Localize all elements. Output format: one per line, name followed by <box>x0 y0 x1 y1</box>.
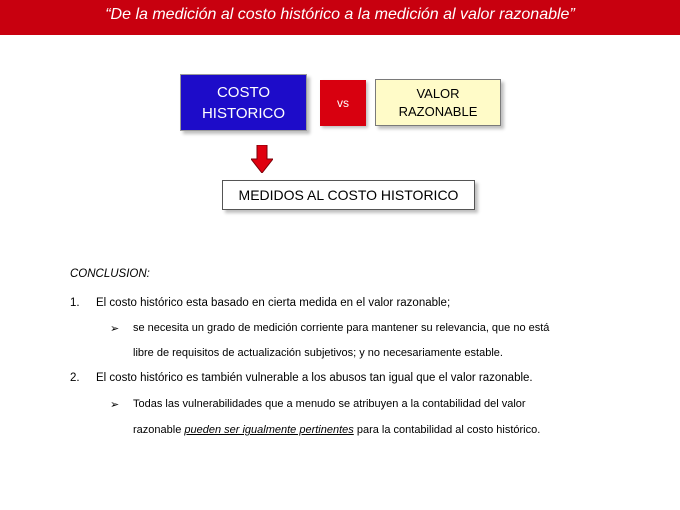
item-2-text: El costo histórico es también vulnerable a los abusos tan igual que el valor razonable. <box>96 372 533 384</box>
conclusion-heading: CONCLUSION: <box>70 268 150 280</box>
vs-label: vs <box>337 96 349 110</box>
result-label: MEDIDOS AL COSTO HISTORICO <box>238 187 459 203</box>
title-bar <box>0 0 680 35</box>
costo-label-line2: HISTORICO <box>201 104 286 122</box>
item-1-number: 1. <box>70 297 80 309</box>
item-1-text: El costo histórico esta basado en cierta medida en el valor razonable; <box>96 297 451 309</box>
item-2-bullet-line2-pre: razonable <box>133 424 185 436</box>
item-2-bullet-line2 <box>133 424 540 436</box>
item-1-bullet-arrow-icon: ➢ <box>110 323 120 335</box>
item-2-number: 2. <box>70 372 80 384</box>
down-arrow-icon <box>251 145 273 173</box>
item-2-bullet-line1: Todas las vulnerabilidades que a menudo se atribuyen a la contabilidad del valor <box>133 398 526 410</box>
costo-historico-box <box>180 74 307 131</box>
item-2-bullet-arrow-icon: ➢ <box>110 399 120 411</box>
result-box <box>222 180 475 210</box>
costo-label-line1: COSTO <box>216 83 271 101</box>
vs-box <box>320 80 366 126</box>
valor-label-line2: RAZONABLE <box>398 103 478 119</box>
item-2-bullet-line2-emphasis: pueden ser igualmente pertinentes <box>184 424 354 436</box>
item-1-bullet-line2: libre de requisitos de actualización subjetivos; y no necesariamente estable. <box>133 347 503 359</box>
valor-razonable-box <box>375 79 501 126</box>
page-title: “De la medición al costo histórico a la medición al valor razonable” <box>105 5 575 23</box>
item-1-bullet-line1: se necesita un grado de medición corriente para mantener su relevancia, que no está <box>133 322 550 334</box>
item-2-bullet-line2-post: para la contabilidad al costo histórico. <box>353 424 541 436</box>
valor-label-line1: VALOR <box>416 85 460 101</box>
